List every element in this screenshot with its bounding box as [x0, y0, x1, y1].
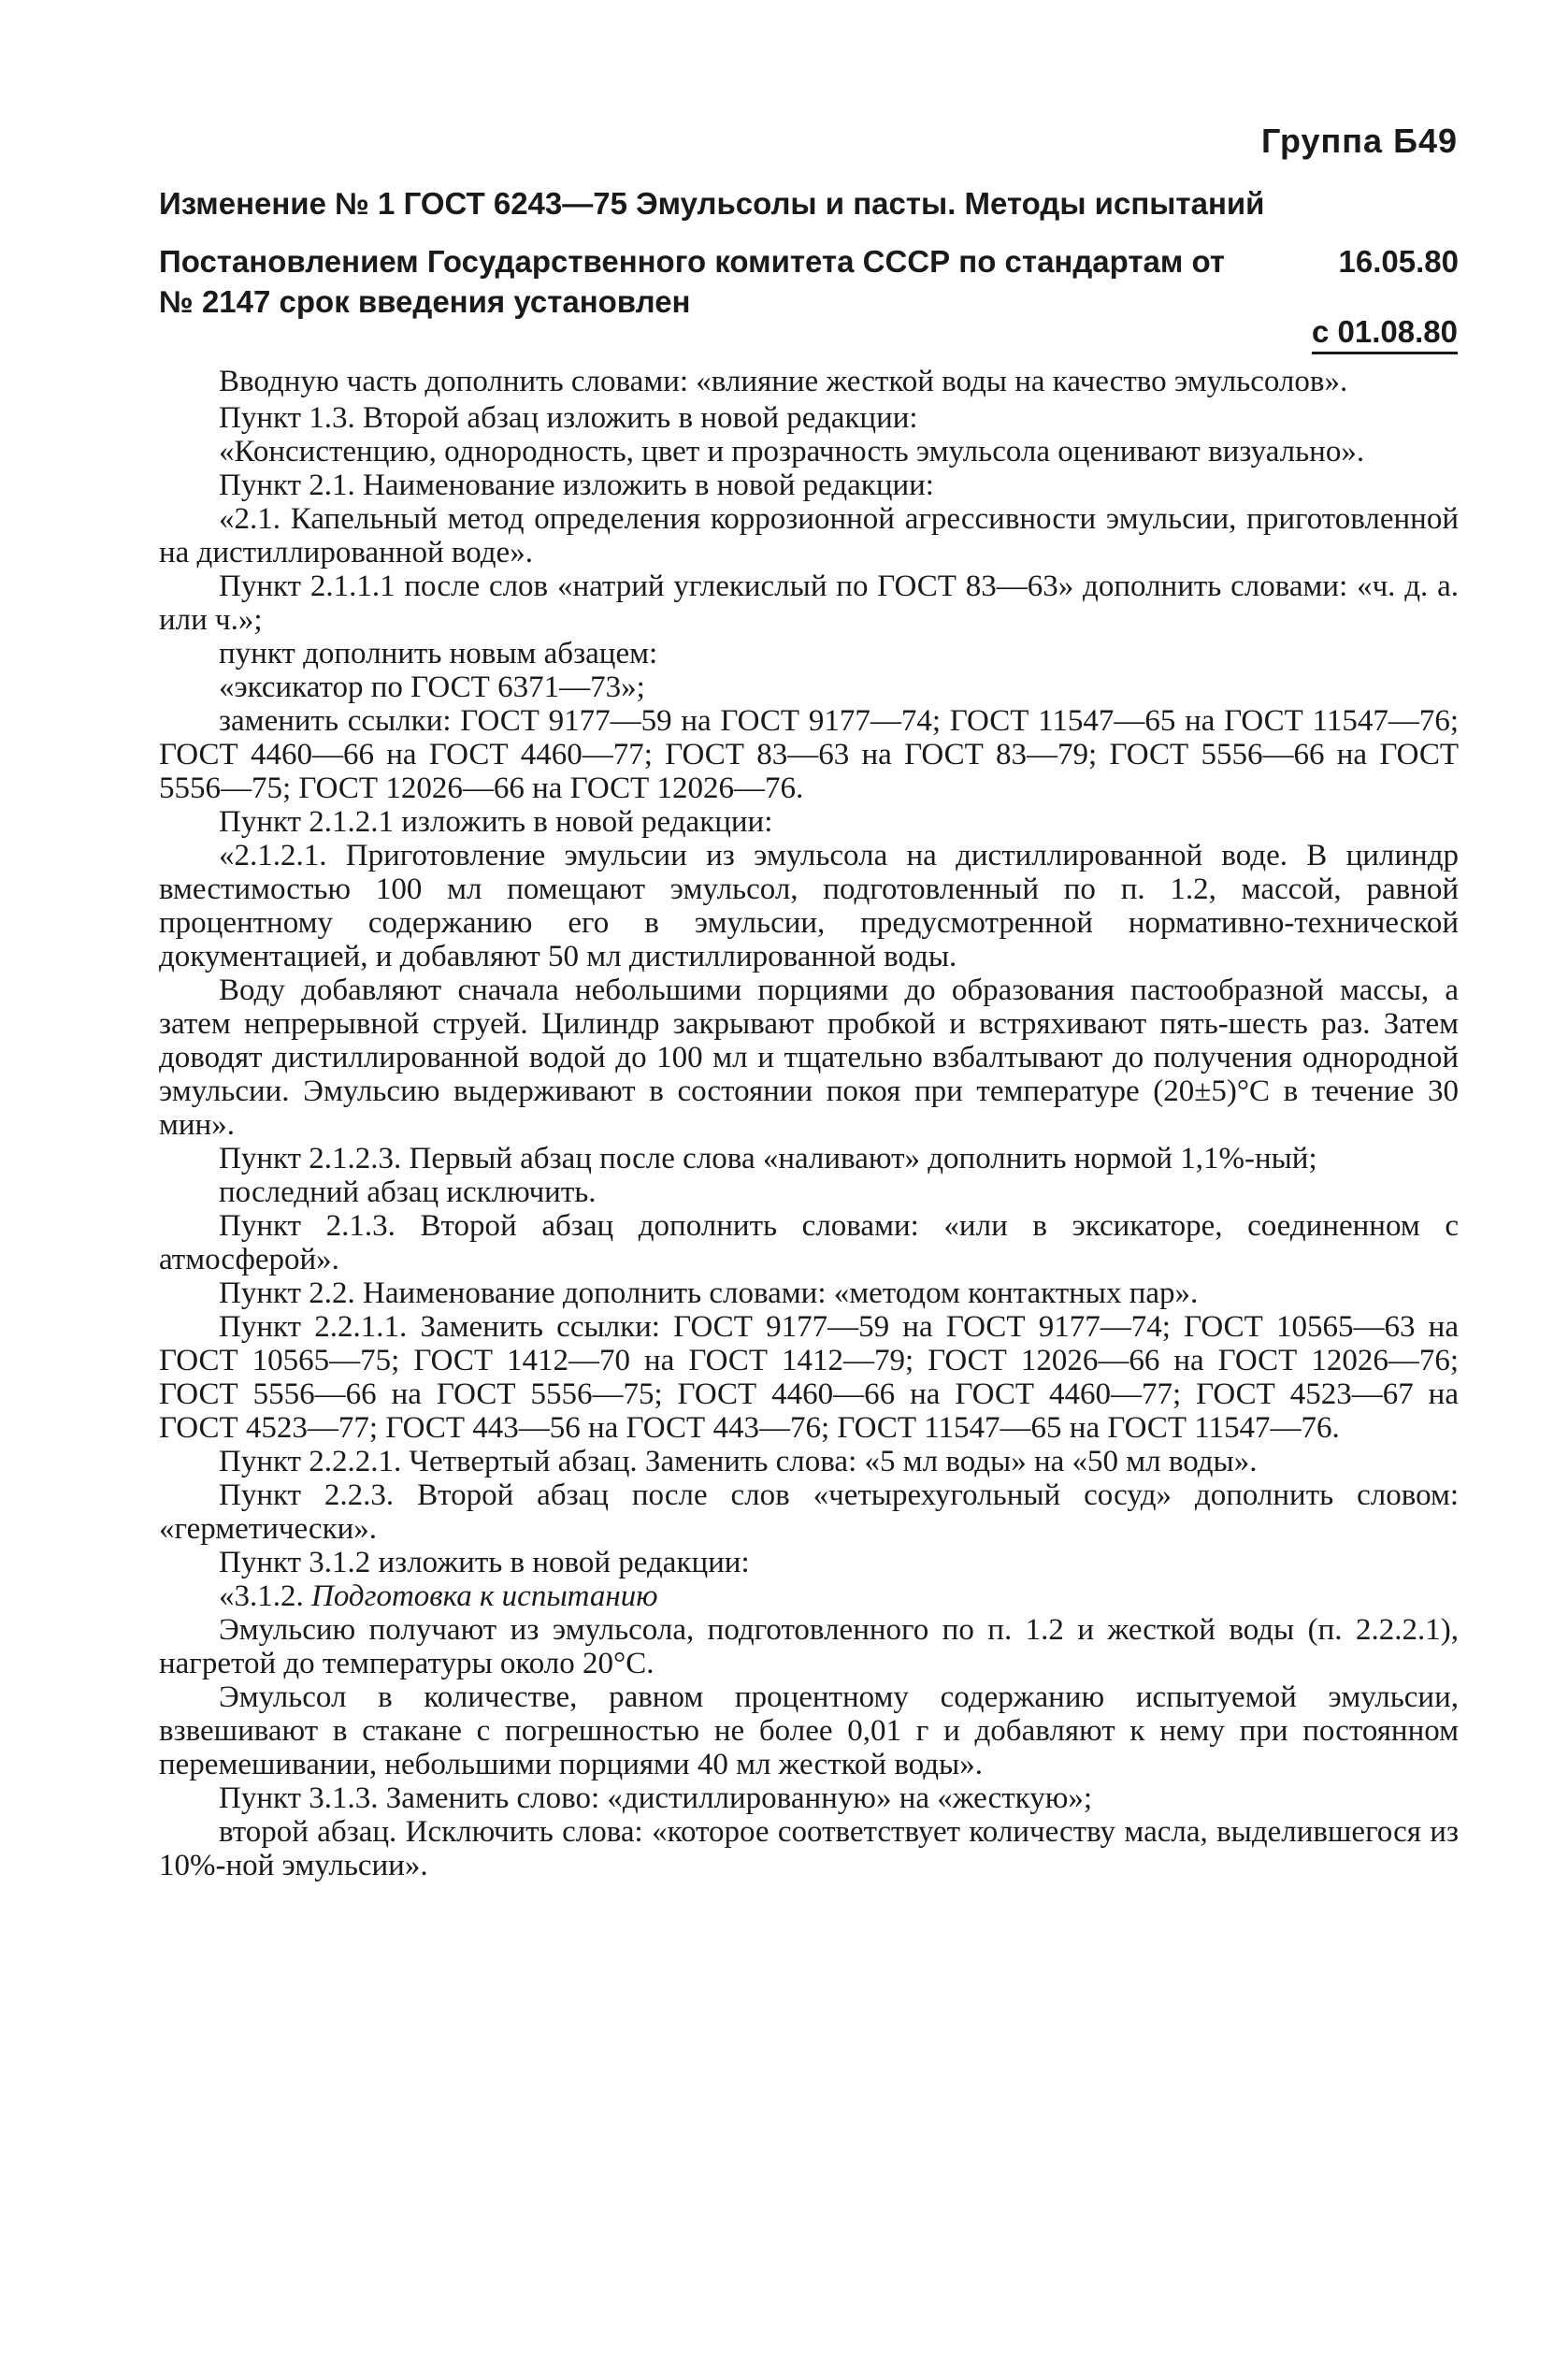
paragraph: «2.1. Капельный метод определения коррозионной агрессивности эмульсии, приготовленной на дистиллированной воде». — [159, 502, 1459, 569]
group-code: Группа Б49 — [1260, 122, 1458, 160]
paragraph: Пункт 2.2. Наименование дополнить словами: «методом контактных пар». — [219, 1276, 1199, 1310]
paragraph: Пункт 2.1.3. Второй абзац дополнить словами: «или в эксикаторе, соединенном с атмосферой». — [159, 1209, 1459, 1276]
paragraph: Пункт 3.1.2 изложить в новой редакции: — [219, 1546, 750, 1579]
decree-date: 16.05.80 — [1338, 244, 1459, 279]
paragraph: Пункт 2.1.2.1 изложить в новой редакции: — [219, 805, 773, 839]
decree-line-1 — [159, 241, 1459, 281]
paragraph: Эмульсол в количестве, равном процентному содержанию испытуемой эмульсии, взвешивают в стакане с погрешностью не более 0,01 г и добавляют к нему при постоянном перемешивании, небольшими порциями 40 мл жесткой воды». — [159, 1680, 1459, 1781]
effective-date: с 01.08.80 — [1312, 314, 1458, 354]
paragraph: второй абзац. Исключить слова: «которое соответствует количеству масла, выделившегося из 10%-ной эмульсии». — [159, 1815, 1459, 1882]
change-title: Изменение № 1 ГОСТ 6243—75 Эмульсолы и пасты. Методы испытаний — [159, 186, 1265, 221]
paragraph: «Консистенцию, однородность, цвет и прозрачность эмульсола оценивают визуально». — [219, 435, 1365, 468]
paragraph: Пункт 2.1.2.3. Первый абзац после слова «наливают» дополнить нормой 1,1%-ный; — [219, 1142, 1317, 1175]
paragraph: Пункт 2.2.2.1. Четвертый абзац. Заменить слова: «5 мл воды» на «50 мл воды». — [219, 1445, 1258, 1478]
paragraph: Пункт 2.2.3. Второй абзац после слов «четырехугольный сосуд» дополнить словом: «герметически». — [159, 1478, 1459, 1546]
paragraph: пункт дополнить новым абзацем: — [219, 637, 658, 670]
decree-block — [159, 241, 1459, 322]
paragraph: Пункт 3.1.3. Заменить слово: «дистиллированную» на «жесткую»; — [219, 1781, 1093, 1815]
paragraph: последний абзац исключить. — [219, 1175, 597, 1209]
paragraph: Вводную часть дополнить словами: «влияние жесткой воды на качество эмульсолов». — [219, 365, 1348, 398]
paragraph: Пункт 2.2.1.1. Заменить ссылки: ГОСТ 9177—59 на ГОСТ 9177—74; ГОСТ 10565—63 на ГОСТ 10565—75; ГОСТ 1412—70 на ГОСТ 1412—79; ГОСТ 12026—66 на ГОСТ 12026—76; ГОСТ 5556—66 на ГОСТ 5556—75; ГОСТ 4460—66 на ГОСТ 4460—77; ГОСТ 4523—67 на ГОСТ 4523—77; ГОСТ 443—56 на ГОСТ 443—76; ГОСТ 11547—65 на ГОСТ 11547—76. — [159, 1310, 1459, 1445]
paragraph: Пункт 1.3. Второй абзац изложить в новой редакции: — [219, 401, 918, 435]
document-body — [159, 365, 1459, 1882]
paragraph: «2.1.2.1. Приготовление эмульсии из эмульсола на дистиллированной воде. В цилиндр вместимостью 100 мл помещают эмульсол, подготовленный по п. 1.2, массой, равной процентному содержанию его в эмульсии, предусмотренной нормативно-технической документацией, и добавляют 50 мл дистиллированной воды. — [159, 839, 1459, 973]
decree-text: Постановлением Государственного комитета СССР по стандартам от — [159, 244, 1225, 279]
decree-line-2: № 2147 срок введения установлен — [159, 284, 691, 319]
paragraph: «эксикатор по ГОСТ 6371—73»; — [219, 670, 645, 704]
subheading-prefix: «3.1.2. — [219, 1579, 311, 1613]
subheading-title: Подготовка к испытанию — [311, 1579, 658, 1613]
paragraph: Пункт 2.1. Наименование изложить в новой редакции: — [219, 468, 934, 502]
paragraph: Пункт 2.1.1.1 после слов «натрий углекислый по ГОСТ 83—63» дополнить словами: «ч. д. а. или ч.»; — [159, 569, 1459, 637]
paragraph: Воду добавляют сначала небольшими порциями до образования пастообразной массы, а затем непрерывной струей. Цилиндр закрывают пробкой и встряхивают пять-шесть раз. Затем доводят дистиллированной водой до 100 мл и тщательно взбалтывают до получения однородной эмульсии. Эмульсию выдерживают в состоянии покоя при температуре (20±5)°С в течение 30 мин». — [159, 973, 1459, 1142]
subheading-3-1-2 — [159, 1579, 1459, 1613]
paragraph: заменить ссылки: ГОСТ 9177—59 на ГОСТ 9177—74; ГОСТ 11547—65 на ГОСТ 11547—76; ГОСТ 4460—66 на ГОСТ 4460—77; ГОСТ 83—63 на ГОСТ 83—79; ГОСТ 5556—66 на ГОСТ 5556—75; ГОСТ 12026—66 на ГОСТ 12026—76. — [159, 704, 1459, 805]
paragraph: Эмульсию получают из эмульсола, подготовленного по п. 1.2 и жесткой воды (п. 2.2.2.1), нагретой до температуры около 20°С. — [159, 1613, 1459, 1680]
